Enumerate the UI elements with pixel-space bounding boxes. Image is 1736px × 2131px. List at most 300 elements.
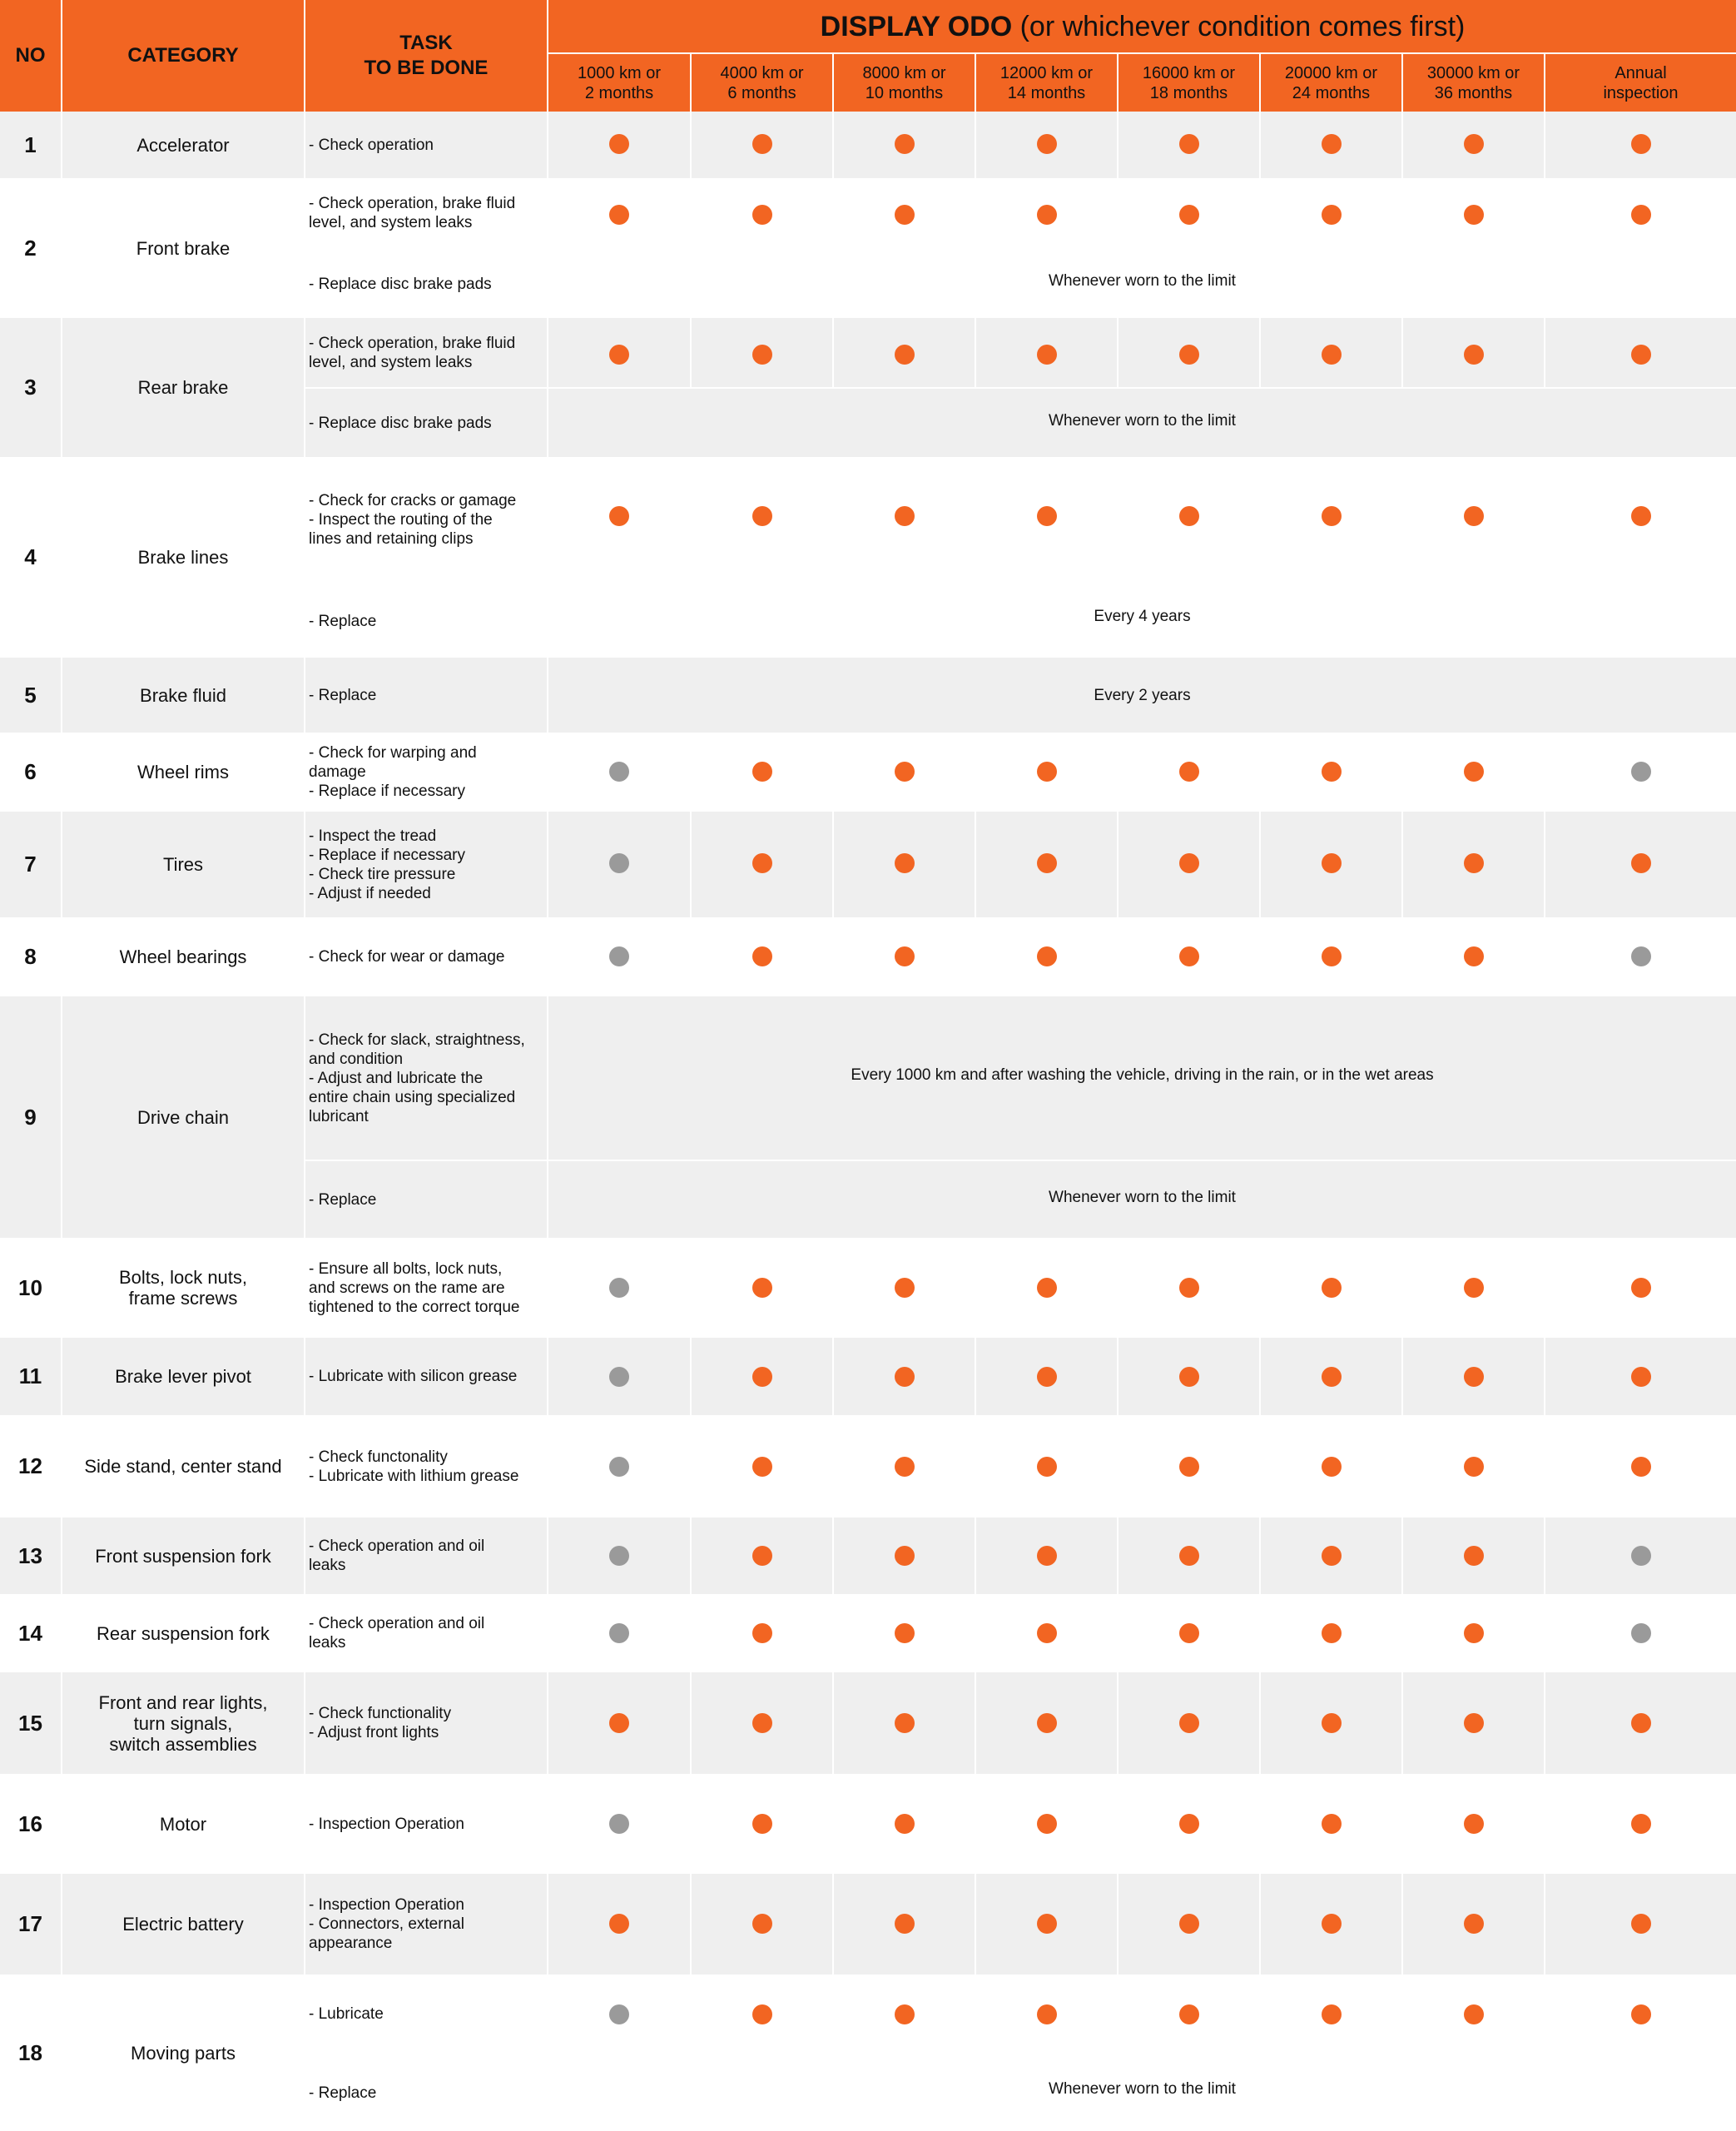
- column-divider: [1401, 733, 1403, 812]
- row-category: Brake lines: [137, 547, 229, 568]
- column-divider: [1117, 1874, 1118, 1975]
- column-divider: [975, 178, 976, 248]
- column-divider: [1401, 1338, 1403, 1415]
- not-required-dot-icon: [609, 1546, 629, 1566]
- header-category: CATEGORY: [127, 44, 239, 67]
- column-divider: [547, 1338, 548, 1415]
- required-dot-icon: [1179, 345, 1199, 365]
- header-display-odo-rest: (or whichever condition comes first): [1012, 10, 1466, 42]
- column-divider: [1259, 812, 1261, 917]
- column-divider: [304, 112, 305, 178]
- row-task: - Check for warping and damage - Replace if necessary: [309, 744, 477, 800]
- required-dot-icon: [1322, 2004, 1342, 2024]
- column-divider: [1401, 112, 1403, 178]
- required-dot-icon: [1037, 1814, 1057, 1834]
- required-dot-icon: [1179, 1623, 1199, 1643]
- required-dot-icon: [1464, 1623, 1484, 1643]
- header-interval-6: 20000 km or 24 months: [1284, 63, 1378, 102]
- column-divider: [304, 1774, 305, 1874]
- header-interval-1: 1000 km or 2 months: [577, 63, 662, 102]
- required-dot-icon: [895, 762, 915, 782]
- required-dot-icon: [1631, 1278, 1651, 1298]
- column-divider: [832, 1238, 834, 1338]
- column-divider: [1259, 1975, 1261, 2053]
- required-dot-icon: [895, 205, 915, 225]
- column-divider: [61, 1338, 62, 1415]
- column-divider: [690, 733, 692, 812]
- row-category: Tires: [162, 854, 204, 875]
- row-category: Accelerator: [136, 134, 230, 156]
- column-divider: [547, 1518, 548, 1594]
- not-required-dot-icon: [609, 1814, 629, 1834]
- column-divider: [1544, 1672, 1545, 1774]
- required-dot-icon: [1179, 1278, 1199, 1298]
- column-divider: [1259, 178, 1261, 248]
- row-task: - Replace disc brake pads: [309, 414, 492, 432]
- column-divider: [547, 1672, 548, 1774]
- row-number: 16: [18, 1811, 42, 1836]
- row-task: - Check for cracks or gamage - Inspect the routing of the lines and retaining clips: [309, 492, 517, 548]
- row-category: Moving parts: [131, 2042, 236, 2064]
- row-number: 8: [24, 944, 37, 969]
- column-divider: [61, 1975, 62, 2131]
- column-divider: [1544, 1238, 1545, 1338]
- column-divider: [832, 318, 834, 387]
- row-category: Electric battery: [122, 1914, 244, 1935]
- required-dot-icon: [609, 134, 629, 154]
- row-category: Brake fluid: [140, 684, 226, 706]
- not-required-dot-icon: [1631, 762, 1651, 782]
- required-dot-icon: [752, 1814, 772, 1834]
- column-divider: [1117, 1672, 1118, 1774]
- row-task: - Replace: [309, 1190, 377, 1209]
- required-dot-icon: [895, 1713, 915, 1733]
- row-number: 3: [24, 375, 37, 400]
- row-number: 17: [18, 1911, 42, 1936]
- sub-row-divider: [305, 387, 1736, 389]
- row-number: 1: [24, 132, 37, 157]
- required-dot-icon: [895, 1914, 915, 1934]
- not-required-dot-icon: [609, 2004, 629, 2024]
- column-divider: [61, 178, 62, 318]
- column-divider: [1544, 733, 1545, 812]
- row-task: - Replace disc brake pads: [309, 275, 492, 293]
- column-divider: [975, 1415, 976, 1518]
- interval-note: Whenever worn to the limit: [1049, 2080, 1236, 2098]
- column-divider: [1544, 1338, 1545, 1415]
- required-dot-icon: [1464, 205, 1484, 225]
- required-dot-icon: [1179, 946, 1199, 966]
- column-divider: [975, 1975, 976, 2053]
- required-dot-icon: [1037, 762, 1057, 782]
- row-category: Rear suspension fork: [97, 1622, 270, 1644]
- required-dot-icon: [1179, 205, 1199, 225]
- required-dot-icon: [1631, 134, 1651, 154]
- column-divider: [832, 917, 834, 996]
- column-divider: [1117, 917, 1118, 996]
- row-number: 7: [24, 852, 37, 877]
- row-category: Drive chain: [136, 1106, 230, 1128]
- not-required-dot-icon: [609, 1457, 629, 1477]
- required-dot-icon: [1464, 1814, 1484, 1834]
- not-required-dot-icon: [609, 853, 629, 873]
- column-divider: [547, 917, 548, 996]
- column-divider: [690, 1975, 692, 2053]
- row-category: Wheel bearings: [119, 946, 247, 967]
- row-task: - Inspect the tread - Replace if necessary - Check tire pressure - Adjust if needed: [309, 827, 465, 902]
- column-divider: [690, 1238, 692, 1338]
- row-number: 5: [24, 682, 37, 708]
- header-interval-8: Annual inspection: [1603, 63, 1679, 102]
- column-divider: [1401, 178, 1403, 248]
- required-dot-icon: [895, 1546, 915, 1566]
- header-interval-7: 30000 km or 36 months: [1426, 63, 1520, 102]
- column-divider: [975, 112, 976, 178]
- column-divider: [1117, 1518, 1118, 1594]
- column-divider: [61, 457, 62, 658]
- required-dot-icon: [752, 853, 772, 873]
- row-number: 4: [24, 544, 37, 569]
- required-dot-icon: [1464, 1278, 1484, 1298]
- row-task: - Check operation, brake fluid level, and system leaks: [309, 195, 516, 231]
- column-divider: [975, 733, 976, 812]
- header-task: TASK TO BE DONE: [364, 32, 489, 79]
- column-divider: [304, 996, 305, 1238]
- row-number: 11: [18, 1364, 42, 1388]
- column-divider: [61, 1774, 62, 1874]
- column-divider: [1544, 1975, 1545, 2053]
- column-divider: [61, 1238, 62, 1338]
- row-task: - Check for slack, straightness, and condition - Adjust and lubricate the entire chain using specialized lubricant: [309, 1031, 525, 1125]
- required-dot-icon: [1631, 506, 1651, 526]
- required-dot-icon: [1631, 205, 1651, 225]
- row-category: Front brake: [136, 237, 231, 259]
- column-divider: [975, 1774, 976, 1874]
- column-divider: [832, 1594, 834, 1672]
- required-dot-icon: [1322, 1914, 1342, 1934]
- column-divider: [832, 812, 834, 917]
- required-dot-icon: [1037, 345, 1057, 365]
- column-divider: [975, 917, 976, 996]
- required-dot-icon: [1322, 1367, 1342, 1387]
- column-divider: [975, 1594, 976, 1672]
- column-divider: [547, 1874, 548, 1975]
- not-required-dot-icon: [1631, 1546, 1651, 1566]
- column-divider: [1544, 917, 1545, 996]
- sub-row-divider: [305, 583, 1736, 584]
- row-category: Rear brake: [137, 377, 229, 398]
- column-divider: [304, 1672, 305, 1774]
- row-number: 12: [18, 1453, 42, 1478]
- required-dot-icon: [1037, 1457, 1057, 1477]
- row-task: - Lubricate with silicon grease: [309, 1368, 518, 1385]
- interval-note: Whenever worn to the limit: [1049, 412, 1236, 430]
- column-divider: [690, 812, 692, 917]
- header-divider: [304, 0, 305, 112]
- required-dot-icon: [609, 1914, 629, 1934]
- required-dot-icon: [752, 506, 772, 526]
- column-divider: [547, 1415, 548, 1518]
- required-dot-icon: [1179, 762, 1199, 782]
- column-divider: [1401, 1238, 1403, 1338]
- required-dot-icon: [895, 946, 915, 966]
- interval-note: Whenever worn to the limit: [1049, 1189, 1236, 1206]
- row-number: 14: [18, 1620, 42, 1646]
- required-dot-icon: [1464, 134, 1484, 154]
- column-divider: [975, 1238, 976, 1338]
- required-dot-icon: [1631, 1814, 1651, 1834]
- required-dot-icon: [1179, 1546, 1199, 1566]
- column-divider: [304, 1338, 305, 1415]
- column-divider: [1544, 812, 1545, 917]
- required-dot-icon: [1037, 1546, 1057, 1566]
- not-required-dot-icon: [609, 1367, 629, 1387]
- required-dot-icon: [1179, 1914, 1199, 1934]
- column-divider: [1401, 318, 1403, 387]
- column-divider: [690, 318, 692, 387]
- column-divider: [61, 1518, 62, 1594]
- required-dot-icon: [1037, 853, 1057, 873]
- column-divider: [304, 1594, 305, 1672]
- column-divider: [1117, 318, 1118, 387]
- column-divider: [690, 457, 692, 583]
- required-dot-icon: [752, 345, 772, 365]
- column-divider: [61, 112, 62, 178]
- column-divider: [61, 1874, 62, 1975]
- required-dot-icon: [1179, 1457, 1199, 1477]
- column-divider: [1259, 1874, 1261, 1975]
- column-divider: [690, 1338, 692, 1415]
- column-divider: [1401, 812, 1403, 917]
- row-task: - Replace: [309, 686, 377, 704]
- column-divider: [975, 457, 976, 583]
- required-dot-icon: [1464, 1457, 1484, 1477]
- required-dot-icon: [1464, 946, 1484, 966]
- required-dot-icon: [895, 1457, 915, 1477]
- row-category: Motor: [159, 1813, 207, 1835]
- column-divider: [1401, 457, 1403, 583]
- row-task: - Check operation and oil leaks: [309, 1537, 485, 1574]
- column-divider: [61, 658, 62, 733]
- column-divider: [1117, 178, 1118, 248]
- row-task: - Check operation, brake fluid level, and system leaks: [309, 334, 516, 371]
- column-divider: [547, 1238, 548, 1338]
- column-divider: [1259, 318, 1261, 387]
- row-task: - Check operation and oil leaks: [309, 1615, 485, 1652]
- required-dot-icon: [1322, 345, 1342, 365]
- header-divider: [548, 52, 1736, 54]
- required-dot-icon: [1464, 345, 1484, 365]
- column-divider: [690, 1874, 692, 1975]
- not-required-dot-icon: [1631, 1623, 1651, 1643]
- required-dot-icon: [895, 1814, 915, 1834]
- header-interval-5: 16000 km or 18 months: [1142, 63, 1236, 102]
- row-category: Brake lever pivot: [115, 1366, 251, 1387]
- column-divider: [832, 1672, 834, 1774]
- column-divider: [690, 1594, 692, 1672]
- header-no: NO: [15, 44, 46, 67]
- required-dot-icon: [1464, 1713, 1484, 1733]
- column-divider: [304, 1415, 305, 1518]
- header-interval-3: 8000 km or 10 months: [862, 63, 946, 102]
- column-divider: [61, 1672, 62, 1774]
- column-divider: [690, 1518, 692, 1594]
- column-divider: [1401, 1415, 1403, 1518]
- column-divider: [832, 1338, 834, 1415]
- required-dot-icon: [752, 1367, 772, 1387]
- column-divider: [61, 812, 62, 917]
- column-divider: [1259, 112, 1261, 178]
- required-dot-icon: [895, 134, 915, 154]
- row-number: 18: [18, 2039, 42, 2065]
- row-category: Front suspension fork: [95, 1545, 271, 1567]
- required-dot-icon: [1037, 134, 1057, 154]
- row-category: Front and rear lights, turn signals, switch assemblies: [98, 1691, 268, 1755]
- column-divider: [832, 1518, 834, 1594]
- required-dot-icon: [1322, 134, 1342, 154]
- column-divider: [1544, 1594, 1545, 1672]
- header-interval-2: 4000 km or 6 months: [720, 63, 804, 102]
- column-divider: [1544, 1518, 1545, 1594]
- required-dot-icon: [1179, 1367, 1199, 1387]
- column-divider: [832, 1415, 834, 1518]
- required-dot-icon: [1037, 1914, 1057, 1934]
- column-divider: [690, 1672, 692, 1774]
- row-number: 13: [18, 1542, 42, 1568]
- row-number: 15: [18, 1710, 42, 1736]
- not-required-dot-icon: [609, 762, 629, 782]
- column-divider: [975, 318, 976, 387]
- required-dot-icon: [1322, 506, 1342, 526]
- column-divider: [690, 917, 692, 996]
- column-divider: [1117, 1415, 1118, 1518]
- column-divider: [1117, 112, 1118, 178]
- column-divider: [1401, 1518, 1403, 1594]
- required-dot-icon: [895, 2004, 915, 2024]
- required-dot-icon: [895, 1367, 915, 1387]
- column-divider: [1401, 1774, 1403, 1874]
- required-dot-icon: [1037, 946, 1057, 966]
- column-divider: [975, 1518, 976, 1594]
- required-dot-icon: [895, 506, 915, 526]
- required-dot-icon: [752, 1457, 772, 1477]
- required-dot-icon: [1322, 1457, 1342, 1477]
- column-divider: [547, 1594, 548, 1672]
- column-divider: [61, 917, 62, 996]
- column-divider: [1544, 112, 1545, 178]
- column-divider: [1259, 733, 1261, 812]
- column-divider: [690, 178, 692, 248]
- row-task: - Inspection Operation - Connectors, external appearance: [309, 1896, 464, 1952]
- column-divider: [1117, 1975, 1118, 2053]
- not-required-dot-icon: [609, 1278, 629, 1298]
- required-dot-icon: [609, 1713, 629, 1733]
- required-dot-icon: [1322, 1623, 1342, 1643]
- column-divider: [61, 318, 62, 457]
- header-display-odo-bold: DISPLAY ODO: [820, 10, 1013, 42]
- column-divider: [975, 1874, 976, 1975]
- row-task: - Check for wear or damage: [309, 948, 505, 966]
- column-divider: [690, 1774, 692, 1874]
- column-divider: [1544, 1415, 1545, 1518]
- required-dot-icon: [1037, 1367, 1057, 1387]
- required-dot-icon: [1322, 1546, 1342, 1566]
- required-dot-icon: [1179, 2004, 1199, 2024]
- not-required-dot-icon: [609, 1623, 629, 1643]
- required-dot-icon: [1322, 762, 1342, 782]
- column-divider: [61, 996, 62, 1238]
- required-dot-icon: [1464, 2004, 1484, 2024]
- row-category: Side stand, center stand: [84, 1456, 282, 1477]
- required-dot-icon: [1464, 1367, 1484, 1387]
- required-dot-icon: [1631, 1457, 1651, 1477]
- required-dot-icon: [895, 1623, 915, 1643]
- column-divider: [832, 112, 834, 178]
- required-dot-icon: [752, 1914, 772, 1934]
- required-dot-icon: [895, 345, 915, 365]
- required-dot-icon: [1037, 1278, 1057, 1298]
- column-divider: [547, 112, 548, 178]
- not-required-dot-icon: [1631, 946, 1651, 966]
- required-dot-icon: [609, 345, 629, 365]
- interval-note: Whenever worn to the limit: [1049, 272, 1236, 290]
- row-task: - Check functionality - Adjust front lights: [309, 1705, 452, 1741]
- header-divider: [547, 0, 548, 112]
- column-divider: [547, 1774, 548, 1874]
- column-divider: [304, 1518, 305, 1594]
- column-divider: [975, 1672, 976, 1774]
- column-divider: [832, 1874, 834, 1975]
- column-divider: [1117, 1338, 1118, 1415]
- required-dot-icon: [895, 853, 915, 873]
- required-dot-icon: [752, 2004, 772, 2024]
- column-divider: [304, 1874, 305, 1975]
- column-divider: [61, 1415, 62, 1518]
- column-divider: [1117, 812, 1118, 917]
- column-divider: [1259, 917, 1261, 996]
- column-divider: [1544, 457, 1545, 583]
- column-divider: [690, 1415, 692, 1518]
- required-dot-icon: [1179, 1814, 1199, 1834]
- row-number: 6: [24, 759, 37, 784]
- not-required-dot-icon: [609, 946, 629, 966]
- row-category: Bolts, lock nuts, frame screws: [118, 1267, 248, 1309]
- required-dot-icon: [1037, 2004, 1057, 2024]
- row-category: Wheel rims: [136, 762, 229, 782]
- column-divider: [1259, 1238, 1261, 1338]
- column-divider: [547, 733, 548, 812]
- required-dot-icon: [1631, 1713, 1651, 1733]
- required-dot-icon: [1631, 1367, 1651, 1387]
- row-task: - Replace: [309, 612, 377, 630]
- column-divider: [1259, 1594, 1261, 1672]
- column-divider: [1117, 733, 1118, 812]
- column-divider: [61, 1594, 62, 1672]
- required-dot-icon: [752, 1278, 772, 1298]
- sub-row-divider: [305, 1160, 1736, 1161]
- required-dot-icon: [1322, 853, 1342, 873]
- required-dot-icon: [1464, 762, 1484, 782]
- column-divider: [1401, 1874, 1403, 1975]
- column-divider: [304, 733, 305, 812]
- required-dot-icon: [1464, 853, 1484, 873]
- required-dot-icon: [1464, 506, 1484, 526]
- column-divider: [1544, 178, 1545, 248]
- interval-note: Every 2 years: [1094, 687, 1191, 704]
- column-divider: [1401, 1975, 1403, 2053]
- required-dot-icon: [1179, 134, 1199, 154]
- required-dot-icon: [1322, 205, 1342, 225]
